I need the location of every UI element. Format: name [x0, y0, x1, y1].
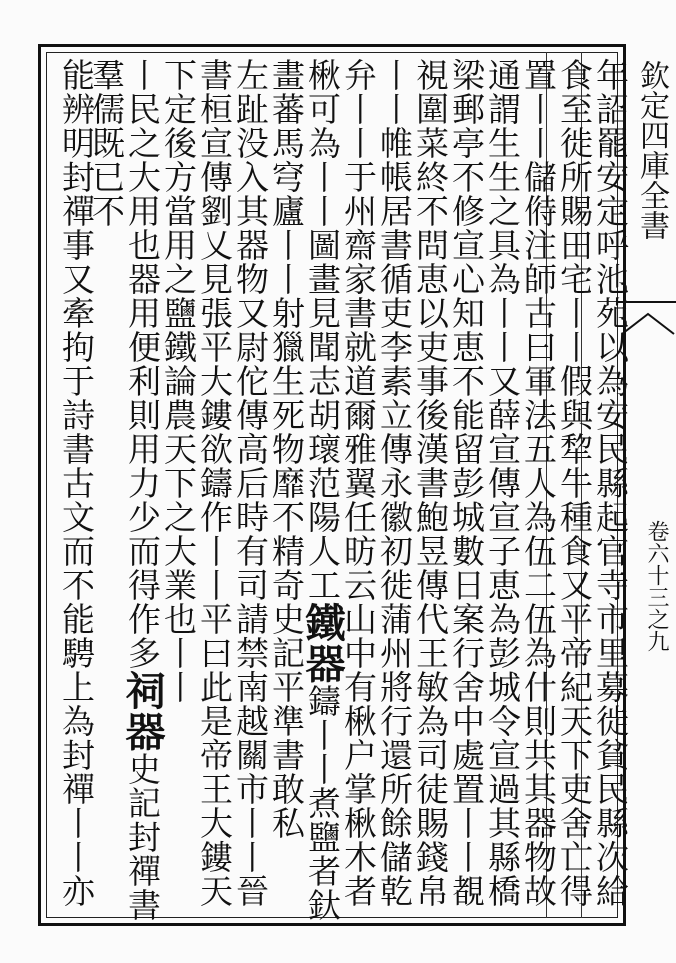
text-column: 視圍菜終不問恵以吏事後漢書鮑昱傳代王敏為司徒賜錢帛 — [411, 58, 450, 908]
column-text: 楸可為丨丨圖畫見聞志胡瓌范陽人工 — [303, 58, 342, 602]
heading-tieqi: 鐵器 — [299, 602, 346, 684]
text-column: 置丨丨儲偫注師古曰軍法五人為伍二伍為什則共其器物故 — [519, 58, 558, 908]
text-column: 年詔罷安定呼池苑以為安民縣起官寺市里募徙貧民縣次給 — [591, 58, 630, 908]
text-column: 左趾没入其器物又尉佗傳高后時有司請禁南越關市丨丨晉 — [231, 58, 270, 908]
text-column: 梁郵亭不修宣心知恵不能留彭城數日案行舍中處置丨丨覩 — [447, 58, 486, 908]
heading-ciqi: 祠器 — [119, 670, 166, 752]
text-column: 書桓宣傳劉乂見張平大鏤欲鑄作丨丨平曰此是帝王大鏤天 — [195, 58, 234, 908]
text-column: 下定後方當用之鹽鐵論農天下之大業也丨丨 — [159, 58, 198, 704]
text-column: 弁丨丨于州齋家書就道爾雅翼任昉云山中有楸户掌楸木者 — [339, 58, 378, 908]
text-column: 食至徙所賜田宅丨丨假與犂牛種食又平帝紀天下吏舍亡得 — [555, 58, 594, 908]
column-text: 鑄丨丨煮鹽者釱 — [303, 684, 342, 922]
text-column: 通謂生生之具為丨丨又薛宣傳宣子恵為彭城令宣過其縣橋 — [483, 58, 522, 908]
column-text: 史記平準書敢私 — [267, 602, 306, 840]
text-column: 能辨明封禪事又牽拘于詩書古文而不能騁上為封禪丨丨亦 — [57, 58, 96, 908]
column-text: 丨民之大用也器用便利則用力少而得作多 — [123, 58, 162, 670]
text-column: 丨丨帷帳居書循吏李素立傳永徽初徙蒲州將行還所餘儲乾 — [375, 58, 414, 908]
column-text: 畫蕃馬穹廬丨丨射獵生死物靡不精奇 — [267, 58, 306, 602]
book-title: 欽定四庫全書 — [634, 60, 669, 240]
volume-label: 卷六十三之九 — [644, 520, 669, 652]
column-text: 羣儒既已不 — [87, 58, 126, 228]
column-text: 史記封禪書 — [123, 752, 162, 922]
